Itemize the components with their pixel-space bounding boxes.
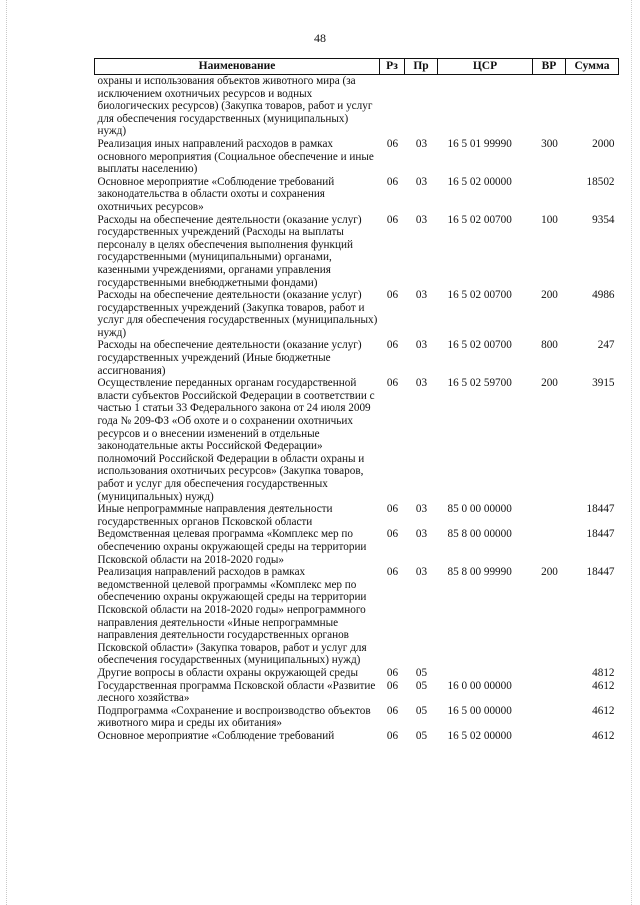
cell-pr: 03 <box>415 566 428 579</box>
cell-sum: 4986 <box>592 289 615 302</box>
cell-csr: 16 5 02 59700 <box>447 377 512 390</box>
cell-pr: 05 <box>415 679 428 692</box>
cell-vr: 800 <box>541 339 558 352</box>
cell-pr: 05 <box>415 729 428 742</box>
cell-sum: 4612 <box>592 679 615 692</box>
header-sum: Сумма <box>566 59 619 75</box>
table-row <box>95 339 619 377</box>
table-row <box>95 289 619 339</box>
cell-vr <box>533 528 566 566</box>
cell-pr: 03 <box>415 289 428 302</box>
cell-csr: 16 5 02 00000 <box>447 175 512 188</box>
cell-rz: 06 <box>386 666 399 679</box>
cell-sum: 4812 <box>592 666 615 679</box>
cell-csr: 16 5 02 00000 <box>447 729 512 742</box>
cell-rz: 06 <box>386 503 399 516</box>
cell-rz: 06 <box>386 137 399 150</box>
cell-sum: 4612 <box>592 729 615 742</box>
cell-sum: 18447 <box>586 566 615 579</box>
cell-rz: 06 <box>386 528 399 541</box>
cell-name: Расходы на обеспечение деятельности (оказание услуг) государственных учреждений (Закупка товаров, работ и услуг для обеспечения государственных (муниципальных) нужд) <box>97 289 378 339</box>
cell-name: Реализация иных направлений расходов в рамках основного мероприятия (Социальное обеспечение и иные выплаты населению) <box>97 137 374 176</box>
cell-sum: 18447 <box>586 528 615 541</box>
cell-vr: 200 <box>541 566 558 579</box>
header-csr: ЦСР <box>438 59 533 75</box>
cell-csr: 16 5 02 00700 <box>447 213 512 226</box>
cell-name: Основное мероприятие «Соблюдение требований <box>97 729 335 742</box>
cell-rz: 06 <box>386 289 399 302</box>
cell-pr: 03 <box>415 339 428 352</box>
cell-csr: 16 5 02 00700 <box>447 339 512 352</box>
cell-sum: 4612 <box>592 704 615 717</box>
cell-csr: 85 8 00 99990 <box>447 566 512 579</box>
cell-csr: 16 5 02 00700 <box>447 289 512 302</box>
cell-sum: 9354 <box>592 213 615 226</box>
cell-vr: 100 <box>541 213 558 226</box>
cell-pr <box>405 75 438 138</box>
cell-name: охраны и использования объектов животного мира (за исключением охотничьих ресурсов и водных биологических ресурсов) (Закупка товаров, работ и услуг для обеспечения государственных (муниципальных) нужд) <box>95 75 380 138</box>
cell-vr <box>533 730 566 743</box>
table-row <box>95 503 619 528</box>
cell-pr: 05 <box>415 704 428 717</box>
cell-csr: 16 5 01 99990 <box>447 137 512 150</box>
cell-rz: 06 <box>386 566 399 579</box>
table-row <box>95 528 619 566</box>
cell-vr: 200 <box>541 289 558 302</box>
table-row <box>95 566 619 667</box>
cell-name: Осуществление переданных органам государственной власти субъектов Российской Федерации в соответствии с частью 1 статьи 33 Федерального закона от 24 июля 2009 года № 209-ФЗ «Об охоте и о сохранении охотничьих ресурсов и о внесении изменений в отдельные законодательные акты Российской Федерации» полномочий Российской Федерации в области охраны и использования охотничьих ресурсов» (Закупка товаров, работ и услуг для обеспечения государственных (муниципальных) нужд) <box>97 377 375 503</box>
table-row <box>95 730 619 743</box>
cell-name: Ведомственная целевая программа «Комплекс мер по обеспечению охраны окружающей среды на территории Псковской области на 2018-2020 годы» <box>97 528 367 566</box>
cell-name: Основное мероприятие «Соблюдение требований законодательства в области охоты и сохранения охотничьих ресурсов» <box>97 175 335 213</box>
cell-pr: 03 <box>415 137 428 150</box>
cell-sum <box>566 75 619 138</box>
cell-name: Государственная программа Псковской области «Развитие лесного хозяйства» <box>97 679 376 705</box>
cell-vr: 200 <box>541 377 558 390</box>
cell-name: Подпрограмма «Сохранение и воспроизводство объектов животного мира и среды их обитания» <box>97 704 371 730</box>
cell-rz: 06 <box>386 377 399 390</box>
cell-name: Иные непрограммные направления деятельности государственных органов Псковской области <box>97 503 333 528</box>
cell-vr <box>533 680 566 705</box>
header-vr: ВР <box>533 59 566 75</box>
table-header <box>95 59 619 75</box>
cell-name: Расходы на обеспечение деятельности (оказание услуг) государственных учреждений (Расходы на выплаты персоналу в целях обеспечения выполнения функций государственными (муниципальными) органами, казенными учреждениями, органами управления государственными внебюджетными фондами) <box>97 213 362 289</box>
cell-rz <box>380 75 405 138</box>
header-rz: Рз <box>380 59 405 75</box>
cell-csr <box>438 667 533 680</box>
cell-csr: 85 8 00 00000 <box>447 528 512 541</box>
cell-vr <box>533 667 566 680</box>
cell-sum: 3915 <box>592 377 615 390</box>
cell-sum: 247 <box>597 339 615 352</box>
table-row <box>95 75 619 138</box>
cell-vr <box>533 176 566 214</box>
cell-rz: 06 <box>386 679 399 692</box>
cell-pr: 03 <box>415 528 428 541</box>
cell-rz: 06 <box>386 175 399 188</box>
header-pr: Пр <box>405 59 438 75</box>
table-row <box>95 667 619 680</box>
table-row <box>95 705 619 730</box>
header-name: Наименование <box>95 59 380 75</box>
cell-rz: 06 <box>386 704 399 717</box>
cell-csr: 16 5 00 00000 <box>447 704 512 717</box>
cell-name: Реализация направлений расходов в рамках ведомственной целевой программы «Комплекс мер по обеспечению охраны окружающей среды на территории Псковской области на 2018-2020 годы» непрограммного направления деятельности «Иные непрограммные направления деятельности государственных органов Псковской области» (Закупка товаров, работ и услуг для обеспечения государственных (муниципальных) нужд) <box>97 566 367 667</box>
cell-rz: 06 <box>386 729 399 742</box>
cell-sum: 2000 <box>592 137 615 150</box>
table-row <box>95 138 619 176</box>
cell-vr <box>533 705 566 730</box>
cell-pr: 03 <box>415 503 428 516</box>
scan-edge-right <box>631 0 633 905</box>
cell-pr: 05 <box>415 666 428 679</box>
cell-sum: 18502 <box>586 175 615 188</box>
cell-csr: 85 0 00 00000 <box>447 503 512 516</box>
cell-name: Расходы на обеспечение деятельности (оказание услуг) государственных учреждений (Иные бюджетные ассигнования) <box>97 339 362 377</box>
cell-csr <box>438 75 533 138</box>
cell-vr <box>533 75 566 138</box>
cell-rz: 06 <box>386 213 399 226</box>
cell-name: Другие вопросы в области охраны окружающей среды <box>97 666 359 679</box>
table-row <box>95 176 619 214</box>
cell-pr: 03 <box>415 213 428 226</box>
table-row <box>95 214 619 290</box>
cell-vr <box>533 503 566 528</box>
cell-rz: 06 <box>386 339 399 352</box>
cell-csr: 16 0 00 00000 <box>447 679 512 692</box>
scan-edge-left <box>6 0 8 905</box>
cell-pr: 03 <box>415 377 428 390</box>
cell-pr: 03 <box>415 175 428 188</box>
budget-table <box>94 58 619 742</box>
table-body <box>95 75 619 743</box>
table-row <box>95 377 619 503</box>
table-row <box>95 680 619 705</box>
cell-sum: 18447 <box>586 503 615 516</box>
cell-vr: 300 <box>541 137 558 150</box>
page-number: 48 <box>314 31 326 45</box>
